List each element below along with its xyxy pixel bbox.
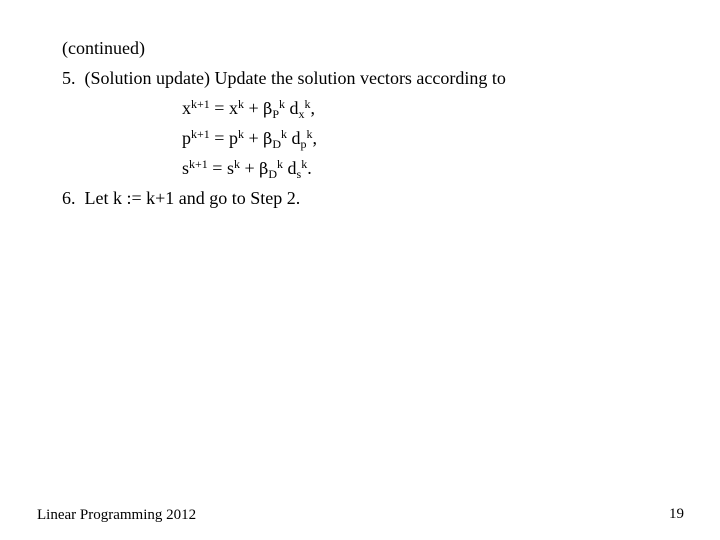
footer-course: Linear Programming 2012 <box>37 507 197 523</box>
eq-beta-sub: D <box>268 167 278 181</box>
eq-lhs-var: x <box>182 98 191 118</box>
equation-p-update <box>182 127 317 151</box>
continued-label: (continued) <box>62 38 145 58</box>
eq-beta-sub: D <box>272 137 282 151</box>
eq-rhs-sup: k <box>237 127 244 141</box>
step-5-number: 5. <box>62 68 76 88</box>
eq-lhs-sup: k+1 <box>191 97 210 111</box>
eq-rhs-sup: k <box>237 97 244 111</box>
eq-dir-sup: k <box>301 157 308 171</box>
eq-end: . <box>307 158 312 178</box>
equation-x-update <box>182 97 315 121</box>
eq-beta-sup: k <box>277 157 284 171</box>
eq-dir: d <box>291 128 301 148</box>
eq-dir-sup: k <box>306 127 313 141</box>
eq-end: , <box>312 128 318 148</box>
eq-dir: d <box>287 158 297 178</box>
eq-beta: β <box>259 159 269 178</box>
eq-plus: + <box>244 158 255 178</box>
eq-lhs-sup: k+1 <box>189 157 208 171</box>
eq-lhs-sup: k+1 <box>191 127 210 141</box>
step-5-text: (Solution update) Update the solution vectors according to <box>84 68 506 88</box>
eq-dir-sup: k <box>304 97 311 111</box>
eq-rhs-var: p <box>228 128 238 148</box>
step-5 <box>62 67 506 89</box>
step-6 <box>62 187 300 209</box>
eq-beta-sup: k <box>281 127 288 141</box>
eq-plus: + <box>248 98 259 118</box>
eq-rhs-var: s <box>226 158 234 178</box>
eq-equals: = <box>214 98 225 118</box>
step-6-text: Let k := k+1 and go to Step 2. <box>84 188 301 208</box>
eq-dir-sub: s <box>296 167 302 181</box>
eq-lhs-var: s <box>182 158 190 178</box>
eq-equals: = <box>212 158 223 178</box>
eq-beta-sub: P <box>272 107 280 121</box>
eq-dir-sub: p <box>300 137 307 151</box>
eq-beta: β <box>263 99 273 118</box>
eq-plus: + <box>248 128 259 148</box>
eq-rhs-var: x <box>228 98 238 118</box>
eq-end: , <box>310 98 316 118</box>
step-6-number: 6. <box>62 188 76 208</box>
page-number: 19 <box>669 506 684 522</box>
eq-dir-sub: x <box>298 107 305 121</box>
eq-equals: = <box>214 128 225 148</box>
eq-beta-sup: k <box>279 97 286 111</box>
equation-s-update <box>182 157 312 181</box>
eq-dir: d <box>289 98 299 118</box>
eq-rhs-sup: k <box>233 157 240 171</box>
eq-beta: β <box>263 129 273 148</box>
eq-lhs-var: p <box>182 128 191 148</box>
